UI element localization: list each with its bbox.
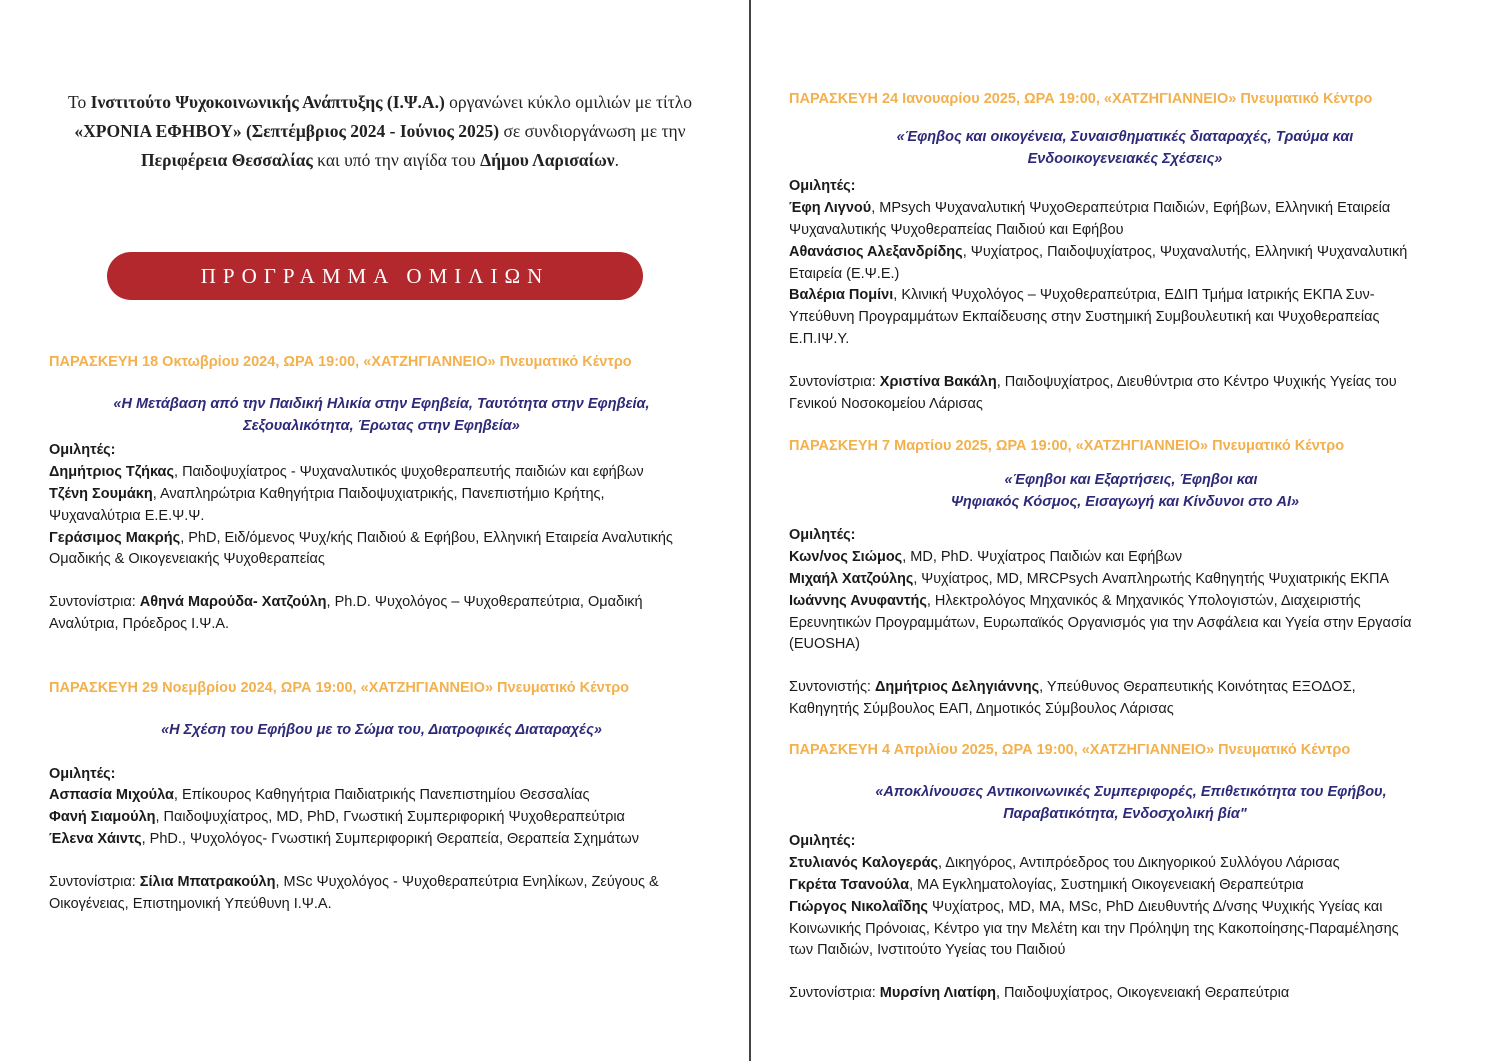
speakers-label: Ομιλητές: <box>789 527 856 544</box>
speaker: Έφη Λιγνού, MPsych Ψυχαναλυτική ΨυχοΘεραπεύτρια Παιδιών, Εφήβων, Ελληνική Εταιρεία Ψυχαναλυτικής Ψυχοθεραπείας Παιδιού και Εφήβου <box>789 200 1391 238</box>
right-page <box>751 0 1500 1061</box>
speakers-label: Ομιλητές: <box>49 442 116 459</box>
session-date: ΠΑΡΑΣΚΕΥΗ 18 Οκτωβρίου 2024, ΩΡΑ 19:00, «ΧΑΤΖΗΓΙΑΝΝΕΙΟ» Πνευματικό Κέντρο <box>49 354 632 370</box>
speaker: Γεράσιμος Μακρής, PhD, Ειδ/όμενος Ψυχ/κής Παιδιού & Εφήβου, Ελληνική Εταιρεία Αναλυτικής Ομαδικής & Οικογενειακής Ψυχοθεραπείας <box>49 529 673 568</box>
session-3 <box>789 89 1461 415</box>
session-2 <box>49 678 714 915</box>
program-banner: ΠΡΟΓΡΑΜΜΑ ΟΜΙΛΙΩΝ <box>107 252 643 300</box>
speaker: Κων/νος Σιώμος, MD, PhD. Ψυχίατρος Παιδιών και Εφήβων <box>789 549 1183 566</box>
coordinator: Συντονίστρια: Χριστίνα Βακάλη, Παιδοψυχίατρος, Διευθύντρια στο Κέντρο Ψυχικής Υγείας του Γενικού Νοσοκομείου Λάρισας <box>789 373 1397 412</box>
session-theme: «Η Μετάβαση από την Παιδική Ηλικία στην Εφηβεία, Ταυτότητα στην Εφηβεία, <box>113 395 650 412</box>
municipality-name: Δήμου Λαρισαίων <box>480 150 615 170</box>
session-5 <box>789 740 1461 1005</box>
intro-paragraph: Το Ινστιτούτο Ψυχοκοινωνικής Ανάπτυξης (Ι.Ψ.Α.) οργανώνει κύκλο ομιλιών με τίτλο «ΧΡΟΝΙΑ ΕΦΗΒΟΥ» (Σεπτέμβριος 2024 - Ιούνιος 2025) σε συνδιοργάνωση με την Περιφέρεια Θεσσαλίας και υπό την αιγίδα του Δήμου Λαρισαίων. <box>68 92 692 170</box>
session-theme: «Αποκλίνουσες Αντικοινωνικές Συμπεριφορές, Επιθετικότητα του Εφήβου, <box>875 783 1387 800</box>
speakers-label: Ομιλητές: <box>49 765 116 782</box>
speaker: Βαλέρια Πομίνι, Κλινική Ψυχολόγος – Ψυχοθεραπεύτρια, ΕΔΙΠ Τμήμα Ιατρικής ΕΚΠΑ Συν-Υπεύθυνη Προγραμμάτων Εκπαίδευσης στην Συστημική Συμβουλευτική και Ψυχοθεραπείας Ε.Π.ΙΨ.Υ. <box>789 287 1380 347</box>
speaker: Στυλιανός Καλογεράς, Δικηγόρος, Αντιπρόεδρος του Δικηγορικού Συλλόγου Λάρισας <box>789 855 1340 872</box>
session-theme-cont: Ενδοοικογενειακές Σχέσεις» <box>1027 150 1223 167</box>
session-4 <box>789 436 1461 721</box>
coordinator: Συντονίστρια: Αθηνά Μαρούδα- Χατζούλη, Ph.D. Ψυχολόγος – Ψυχοθεραπεύτρια, Ομαδική Αναλύτρια, Πρόεδρος Ι.Ψ.Α. <box>49 594 643 632</box>
coordinator: Συντονίστρια: Μυρσίνη Λιατίφη, Παιδοψυχίατρος, Οικογενειακή Θεραπεύτρια <box>789 985 1290 1002</box>
speaker: Δημήτριος Τζήκας, Παιδοψυχίατρος - Ψυχαναλυτικός ψυχοθεραπευτής παιδιών και εφήβων <box>49 464 644 481</box>
speaker: Μιχαήλ Χατζούλης, Ψυχίατρος, MD, MRCPsych Αναπληρωτής Καθηγητής Ψυχιατρικής ΕΚΠΑ <box>789 570 1390 587</box>
session-date: ΠΑΡΑΣΚΕΥΗ 29 Νοεμβρίου 2024, ΩΡΑ 19:00, «ΧΑΤΖΗΓΙΑΝΝΕΙΟ» Πνευματικό Κέντρο <box>49 680 630 696</box>
speaker: Ασπασία Μιχούλα, Επίκουρος Καθηγήτρια Παιδιατρικής Πανεπιστημίου Θεσσαλίας <box>49 787 590 804</box>
session-theme: «Έφηβοι και Εξαρτήσεις, Έφηβοι και <box>1004 471 1258 488</box>
institute-name: Ινστιτούτο Ψυχοκοινωνικής Ανάπτυξης (Ι.Ψ.Α.) <box>90 92 445 112</box>
session-1 <box>49 352 714 636</box>
speaker: Γκρέτα Τσανούλα, MA Εγκληματολογίας, Συστημική Οικογενειακή Θεραπεύτρια <box>789 876 1304 893</box>
session-theme: «Η Σχέση του Εφήβου με το Σώμα του, Διατροφικές Διαταραχές» <box>161 721 602 738</box>
speaker: Αθανάσιος Αλεξανδρίδης, Ψυχίατρος, Παιδοψυχίατρος, Ψυχαναλυτής, Ελληνική Ψυχαναλυτική Εταιρεία (Ε.Ψ.Ε.) <box>789 243 1408 282</box>
speaker: Τζένη Σουμάκη, Αναπληρώτρια Καθηγήτρια Παιδοψυχιατρικής, Πανεπιστήμιο Κρήτης, Ψυχαναλύτρια Ε.Ε.Ψ.Ψ. <box>49 485 605 524</box>
speaker: Έλενα Χάιντς, PhD., Ψυχολόγος- Γνωστική Συμπεριφορική Θεραπεία, Θεραπεία Σχημάτων <box>49 830 639 847</box>
session-date: ΠΑΡΑΣΚΕΥΗ 24 Ιανουαρίου 2025, ΩΡΑ 19:00, «ΧΑΤΖΗΓΙΑΝΝΕΙΟ» Πνευματικό Κέντρο <box>789 91 1373 107</box>
coordinator: Συντονιστής: Δημήτριος Δεληγιάννης, Υπεύθυνος Θεραπευτικής Κοινότητας ΕΞΟΔΟΣ, Καθηγητής Σύμβουλος ΕΑΠ, Δημοτικός Σύμβουλος Λάρισας <box>789 679 1356 717</box>
session-theme-cont: Παραβατικότητα, Ενδοσχολική βία" <box>1003 805 1247 822</box>
series-title: «ΧΡΟΝΙΑ ΕΦΗΒΟΥ» (Σεπτέμβριος 2024 - Ιούνιος 2025) <box>74 121 500 141</box>
session-theme-cont: Σεξουαλικότητα, Έρωτας στην Εφηβεία» <box>243 417 520 434</box>
session-date: ΠΑΡΑΣΚΕΥΗ 7 Μαρτίου 2025, ΩΡΑ 19:00, «ΧΑΤΖΗΓΙΑΝΝΕΙΟ» Πνευματικό Κέντρο <box>789 438 1345 454</box>
speaker: Ιωάννης Ανυφαντής, Ηλεκτρολόγος Μηχανικός & Μηχανικός Υπολογιστών, Διαχειριστής Ερευνητικών Προγραμμάτων, Ευρωπαϊκός Οργανισμός για την Ασφάλεια και Υγεία στην Εργασία (EUOSHA) <box>789 592 1412 653</box>
session-date: ΠΑΡΑΣΚΕΥΗ 4 Απριλίου 2025, ΩΡΑ 19:00, «ΧΑΤΖΗΓΙΑΝΝΕΙΟ» Πνευματικό Κέντρο <box>789 742 1351 758</box>
speakers-label: Ομιλητές: <box>789 178 856 195</box>
speaker: Γιώργος Νικολαΐδης Ψυχίατρος, MD, MA, MSc, PhD Διευθυντής Δ/νσης Ψυχικής Υγείας και Κοινωνικής Πρόνοιας, Κέντρο για την Μελέτη και την Πρόληψη της Κακοποίησης-Παραμέλησης των Παιδιών, Ινστιτούτο Υγείας του Παιδιού <box>789 898 1399 959</box>
session-theme-cont: Ψηφιακός Κόσμος, Εισαγωγή και Κίνδυνοι στο AI» <box>950 493 1300 510</box>
coordinator: Συντονίστρια: Σίλια Μπατρακούλη, MSc Ψυχολόγος - Ψυχοθεραπεύτρια Ενηλίκων, Ζεύγους & Οικογένειας, Επιστημονική Υπεύθυνη Ι.Ψ.Α. <box>49 873 659 912</box>
region-name: Περιφέρεια Θεσσαλίας <box>141 150 313 170</box>
session-theme: «Έφηβος και οικογένεια, Συναισθηματικές διαταραχές, Τραύμα και <box>896 128 1354 145</box>
speaker: Φανή Σιαμούλη, Παιδοψυχίατρος, MD, PhD, Γνωστική Συμπεριφορική Ψυχοθεραπεύτρια <box>49 809 625 826</box>
speakers-label: Ομιλητές: <box>789 833 856 850</box>
